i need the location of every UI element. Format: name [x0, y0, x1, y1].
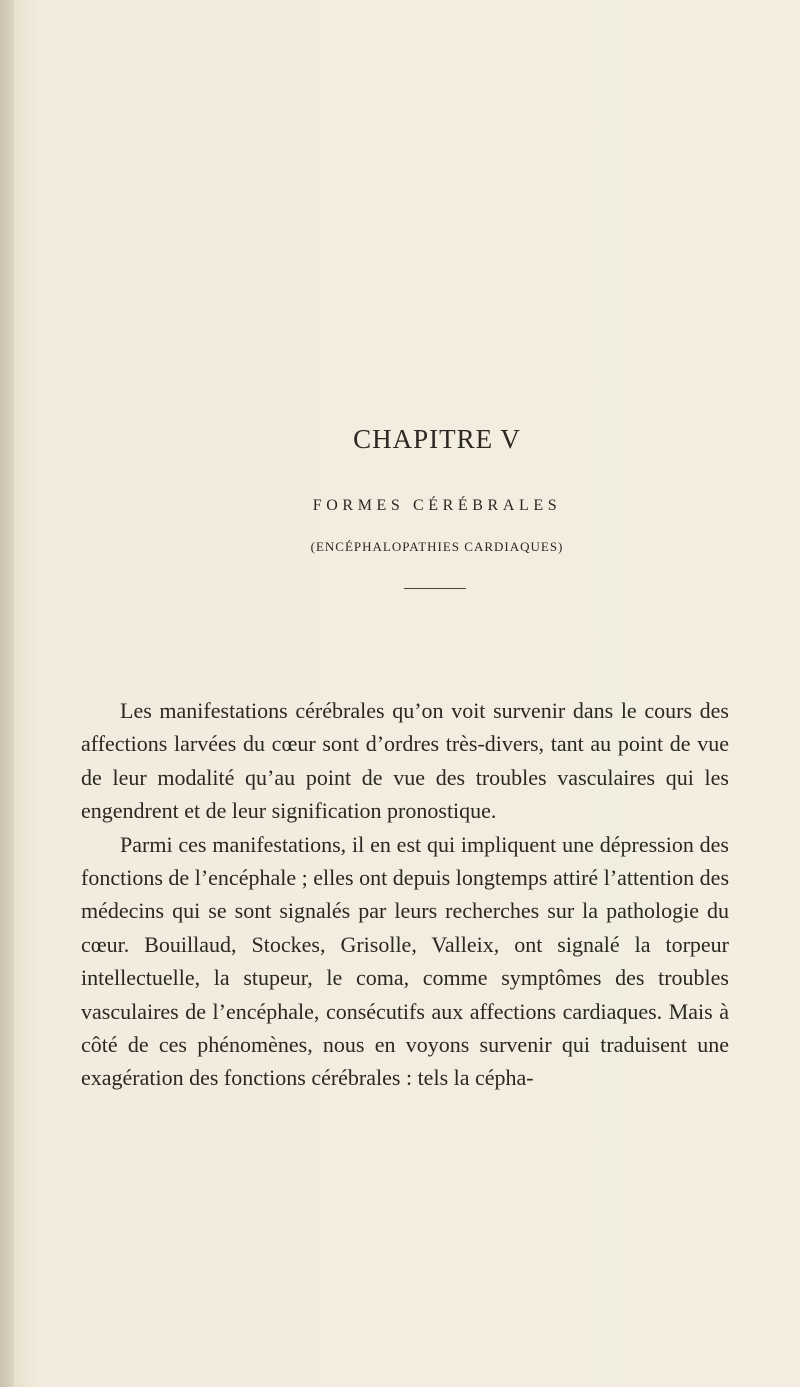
chapter-title: CHAPITRE V: [353, 424, 521, 454]
paragraph-1: Les manifestations cérébrales qu’on voit survenir dans le cours des affections larvées du cœur sont d’ordres très-divers, tant au point de vue de leur modalité qu’au point de vue des troubles vasculaires qui les engendrent et de leur signification pronostique.: [81, 698, 729, 824]
chapter-note: (ENCÉPHALOPATHIES CARDIAQUES): [310, 539, 564, 554]
body-text: [81, 694, 729, 1095]
paragraph-2: Parmi ces manifestations, il en est qui impliquent une dépression des fonctions de l’encéphale ; elles ont depuis longtemps attiré l’attention des médecins qui se sont signalés par leurs recherches sur la pathologie du cœur. Bouillaud, Stockes, Grisolle, Valleix, ont signalé la torpeur intellectuelle, la stupeur, le coma, comme symptômes des troubles vasculaires de l’encéphale, consécutifs aux affections cardiaques. Mais à côté de ces phénomènes, nous en voyons survenir qui traduisent une exagération des fonctions cérébrales : tels la cépha-: [81, 831, 729, 1091]
page-binding-shadow: [0, 0, 14, 1387]
divider-rule: [404, 588, 466, 589]
chapter-subtitle: FORMES CÉRÉBRALES: [312, 497, 562, 514]
